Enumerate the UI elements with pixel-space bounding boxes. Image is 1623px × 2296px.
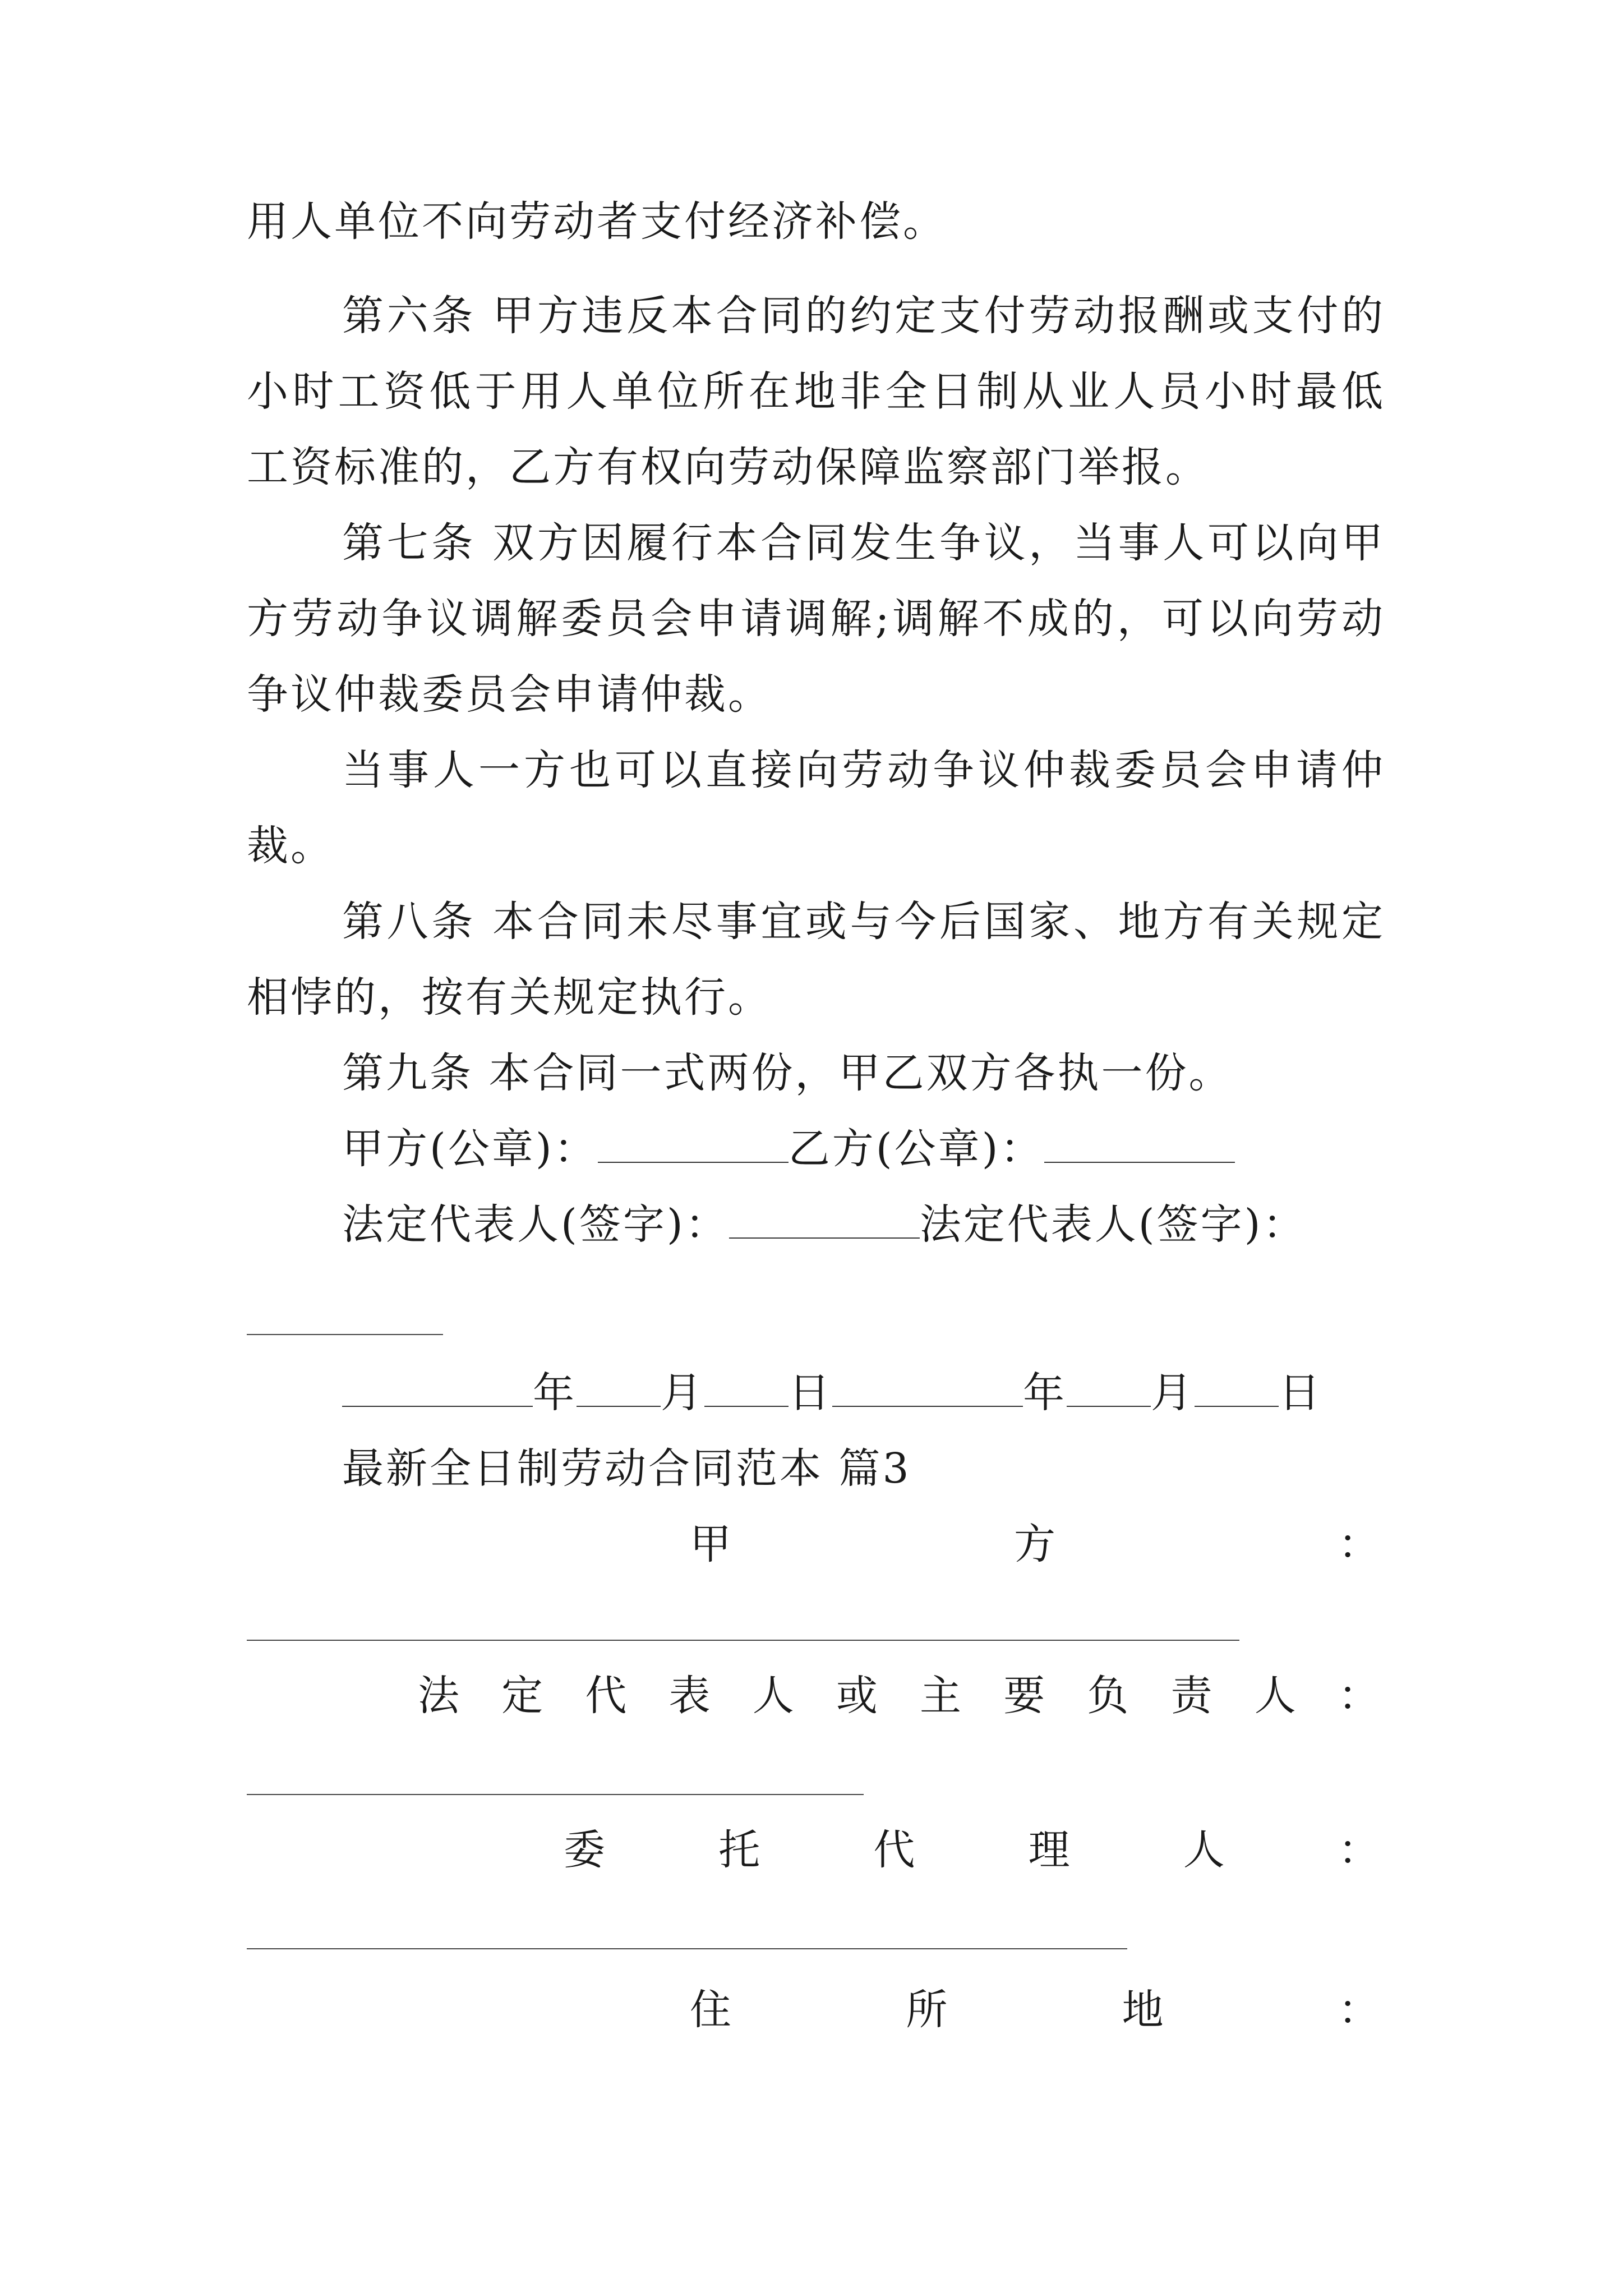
label-char: 要 (1003, 1672, 1045, 1720)
article-8-line-2: 相悖的，按有关规定执行。 (247, 973, 772, 1022)
date-a-year-blank[interactable] (342, 1366, 533, 1407)
agent-field-blank[interactable] (247, 1948, 1127, 1949)
article-7-line-1: 第七条 双方因履行本合同发生争议，当事人可以向甲 (342, 519, 1385, 567)
label-char: ： (1338, 1826, 1380, 1874)
party-a-seal-blank[interactable] (598, 1122, 789, 1163)
section-heading: 最新全日制劳动合同范本 篇3 (342, 1444, 911, 1493)
label-char: 甲 (690, 1520, 731, 1568)
article-8-line-1: 第八条 本合同未尽事宜或与今后国家、地方有关规定 (342, 898, 1385, 946)
label-char: 定 (501, 1672, 543, 1720)
year-label: 年 (1023, 1369, 1067, 1417)
paragraph-line: 用人单位不向劳动者支付经济补偿。 (247, 197, 947, 246)
party-b-rep-label: 法定代表人(签字)： (919, 1200, 1307, 1249)
legal-rep-field-blank[interactable] (247, 1794, 864, 1795)
party-b-seal-label: 乙方(公章)： (788, 1125, 1044, 1173)
article-6-line-2: 小时工资低于用人单位所在地非全日制从业人员小时最低 (247, 367, 1385, 416)
label-char: 主 (920, 1672, 962, 1720)
label-char: 地 (1122, 1986, 1164, 2034)
party-a-rep-label: 法定代表人(签字)： (342, 1200, 729, 1249)
paragraph-line: 当事人一方也可以直接向劳动争议仲裁委员会申请仲 (342, 746, 1385, 794)
label-char: ： (1338, 1520, 1380, 1568)
party-a-rep-blank[interactable] (729, 1198, 920, 1239)
article-6-line-3: 工资标准的，乙方有权向劳动保障监察部门举报。 (247, 443, 1209, 491)
label-char: 代 (873, 1826, 915, 1874)
label-char: 代 (585, 1672, 627, 1720)
label-char: 托 (718, 1826, 760, 1874)
month-label: 月 (1151, 1369, 1195, 1417)
article-9-line: 第九条 本合同一式两份，甲乙双方各执一份。 (342, 1049, 1233, 1097)
year-label: 年 (533, 1369, 577, 1417)
date-b-month-blank[interactable] (1067, 1366, 1151, 1407)
label-char: 所 (906, 1986, 948, 2034)
legal-rep-field-label (418, 1668, 1380, 1724)
date-a-day-blank[interactable] (704, 1366, 789, 1407)
date-b-year-blank[interactable] (832, 1366, 1023, 1407)
label-char: 委 (564, 1826, 605, 1874)
party-b-seal-blank[interactable] (1044, 1122, 1235, 1163)
label-char: 方 (1014, 1520, 1055, 1568)
day-label: 日 (789, 1369, 832, 1417)
article-7-line-3: 争议仲裁委员会申请仲裁。 (247, 670, 772, 719)
label-char: 或 (836, 1672, 878, 1720)
label-char: 表 (668, 1672, 711, 1720)
date-a-month-blank[interactable] (577, 1366, 661, 1407)
label-char: 理 (1028, 1826, 1070, 1874)
representative-line (342, 1197, 1307, 1253)
label-char: 法 (418, 1672, 459, 1720)
party-a-field-label (690, 1516, 1380, 1572)
date-line (342, 1365, 1322, 1421)
day-label: 日 (1279, 1369, 1322, 1417)
label-char: 人 (752, 1672, 794, 1720)
party-a-seal-label: 甲方(公章)： (342, 1125, 598, 1173)
label-char: 人 (1183, 1826, 1225, 1874)
label-char: ： (1338, 1986, 1380, 2034)
paragraph-line: 裁。 (247, 822, 334, 870)
label-char: 人 (1254, 1672, 1296, 1720)
label-char: ： (1338, 1672, 1380, 1720)
seal-line (342, 1121, 1235, 1177)
label-char: 住 (690, 1986, 731, 2034)
agent-field-label (564, 1822, 1380, 1878)
month-label: 月 (661, 1369, 704, 1417)
address-field-label (690, 1982, 1380, 2038)
party-b-rep-blank[interactable] (247, 1334, 443, 1335)
party-a-field-blank[interactable] (247, 1640, 1239, 1641)
article-7-line-2: 方劳动争议调解委员会申请调解;调解不成的，可以向劳动 (247, 595, 1385, 643)
article-6-line-1: 第六条 甲方违反本合同的约定支付劳动报酬或支付的 (342, 292, 1385, 340)
label-char: 负 (1087, 1672, 1129, 1720)
label-char: 责 (1170, 1672, 1212, 1720)
date-b-day-blank[interactable] (1195, 1366, 1279, 1407)
